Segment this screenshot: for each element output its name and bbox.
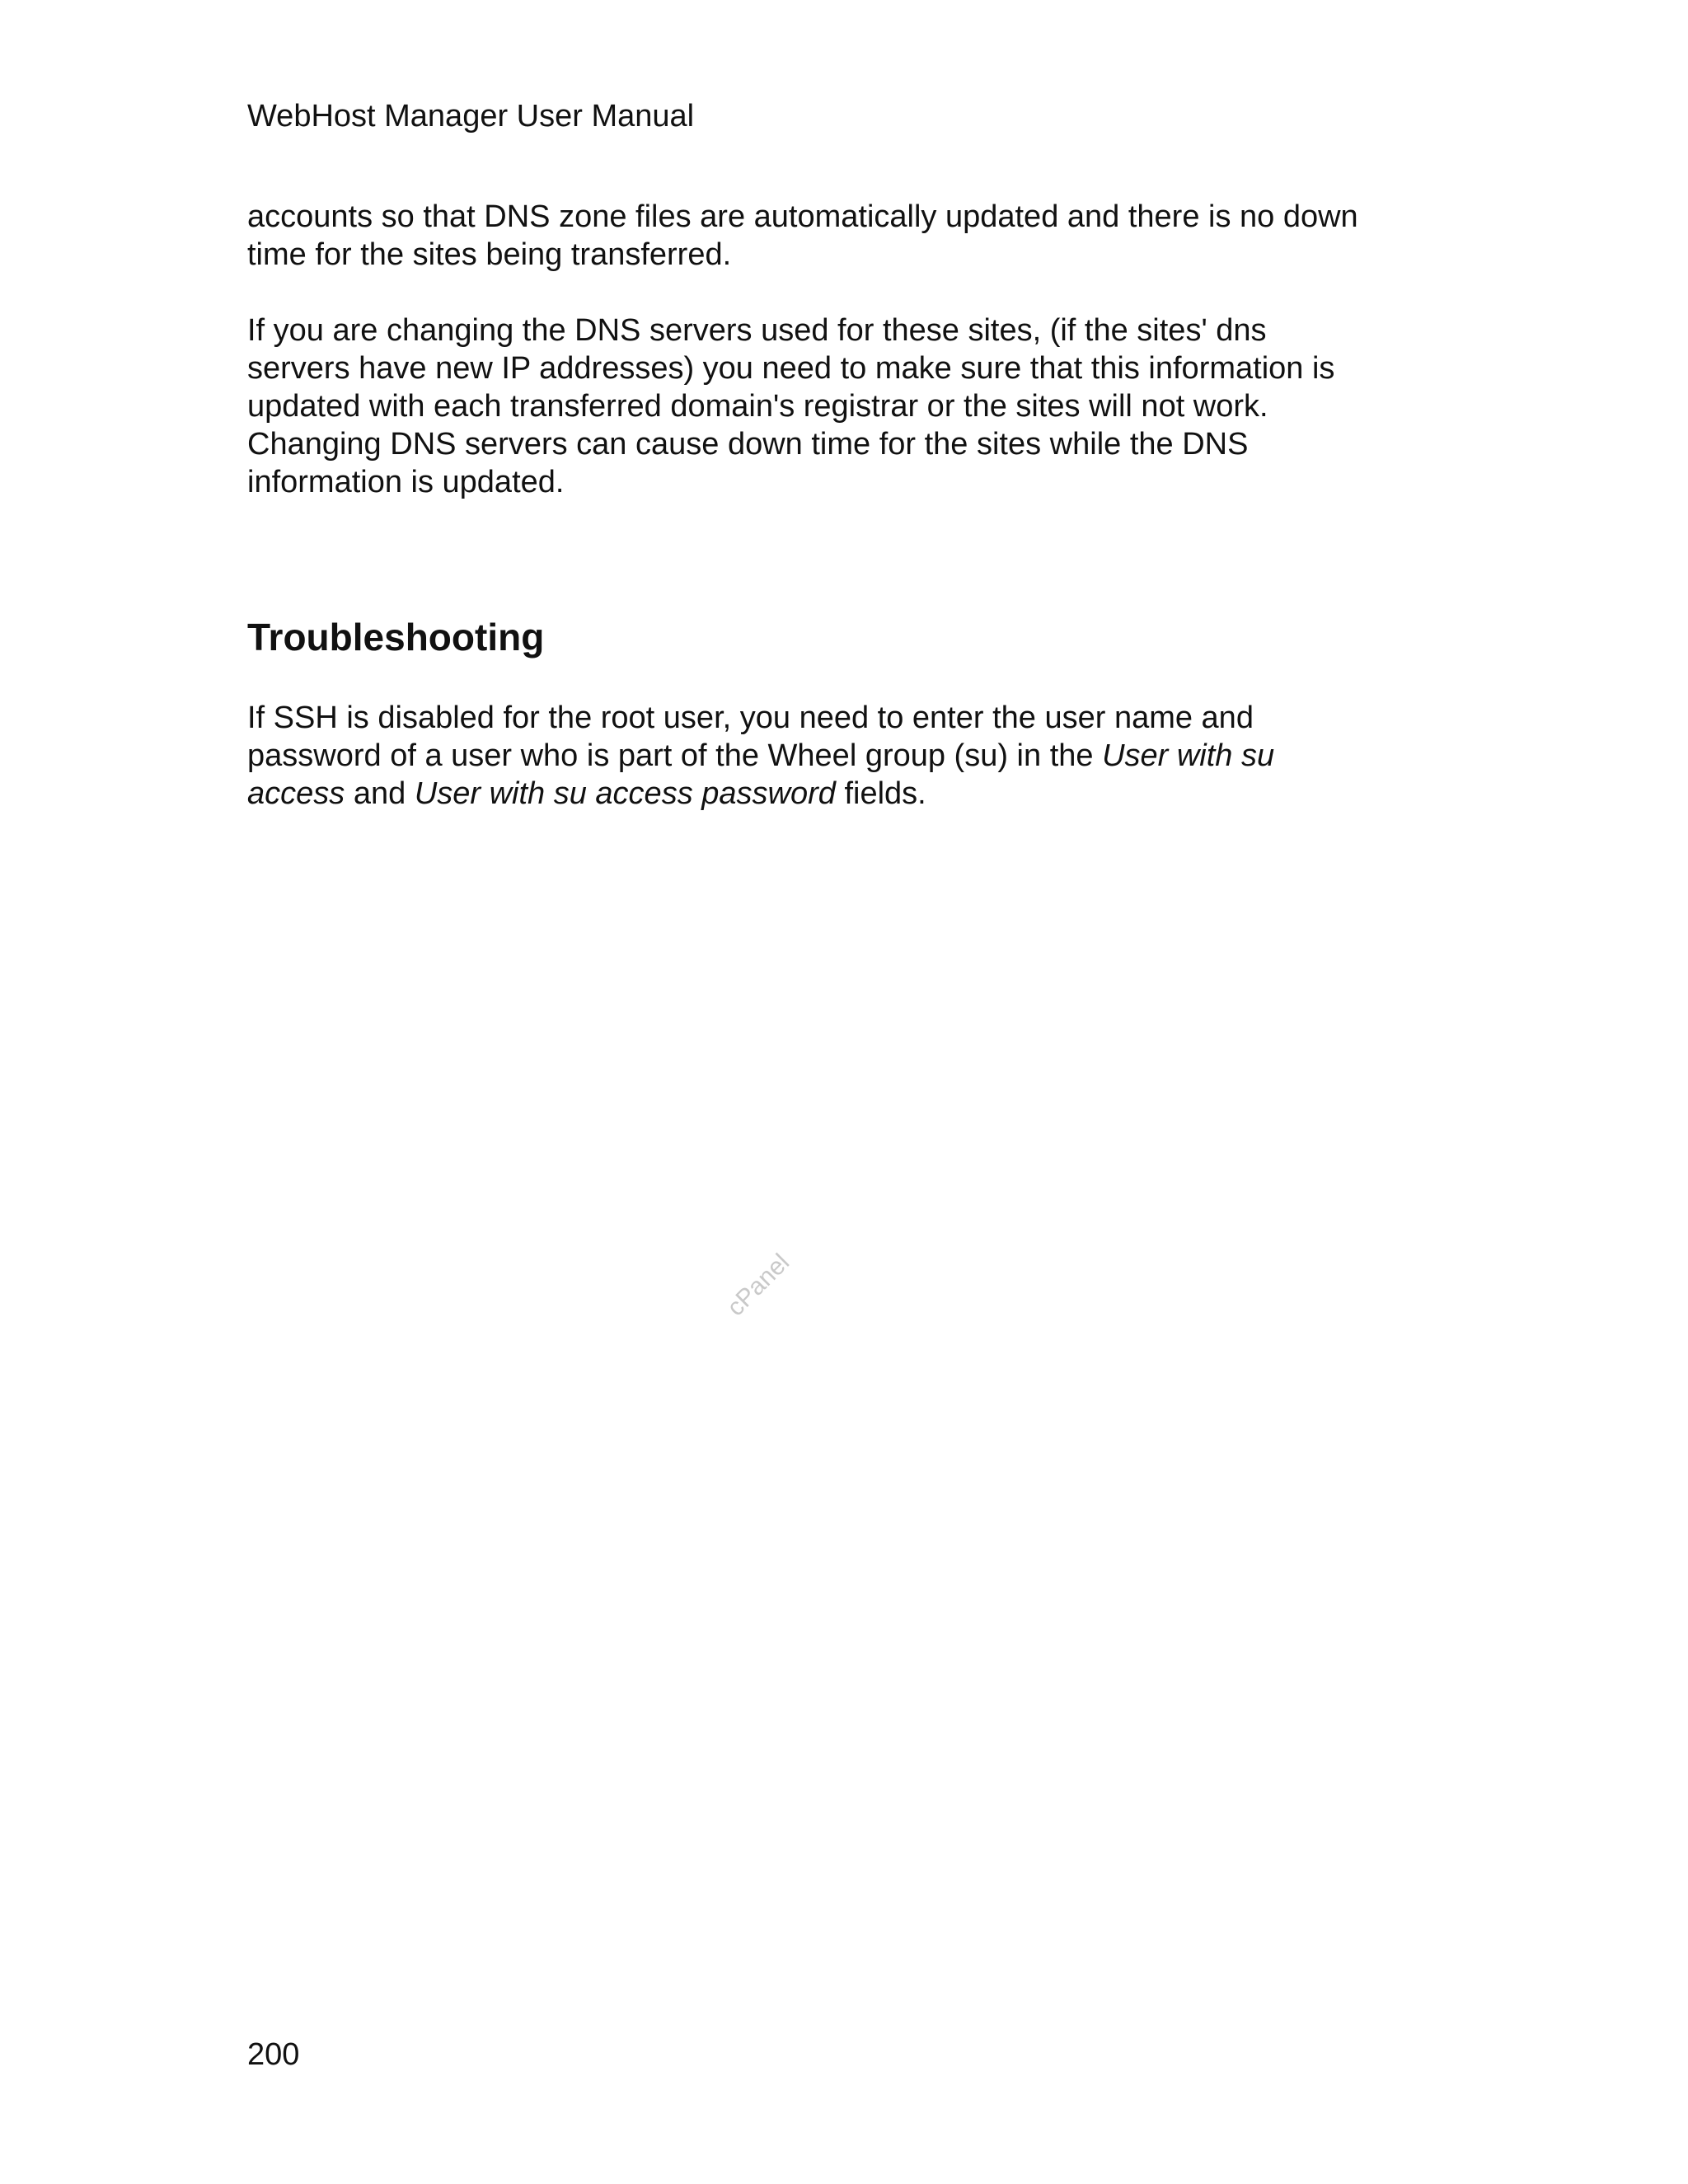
paragraph-changing-dns-servers <box>247 312 1500 501</box>
field-name-user-with-su: User with su <box>1102 738 1275 773</box>
line-text: fields. <box>835 776 926 811</box>
field-name-access: access <box>247 776 345 811</box>
paragraph-dns-zone-update <box>247 198 1500 274</box>
page-number: 200 <box>247 2037 300 2072</box>
paragraph-line <box>247 775 1500 813</box>
paragraph-line: information is updated. <box>247 465 565 499</box>
line-text: and <box>345 776 415 811</box>
paragraph-line: If you are changing the DNS servers used for these sites, (if the sites' dns <box>247 313 1267 348</box>
paragraph-line: Changing DNS servers can cause down time for the sites while the DNS <box>247 427 1249 462</box>
section-heading-troubleshooting: Troubleshooting <box>247 616 545 658</box>
cpanel-watermark: cPanel <box>722 1249 795 1322</box>
paragraph-troubleshooting-ssh <box>247 699 1500 813</box>
paragraph-line: updated with each transferred domain's registrar or the sites will not work. <box>247 389 1268 424</box>
paragraph-line: time for the sites being transferred. <box>247 237 732 272</box>
paragraph-line: accounts so that DNS zone files are automatically updated and there is no down <box>247 199 1358 234</box>
paragraph-line <box>247 737 1500 775</box>
paragraph-line: servers have new IP addresses) you need to make sure that this information is <box>247 351 1335 386</box>
field-name-su-access-password: User with su access password <box>414 776 836 811</box>
line-text: password of a user who is part of the Wheel group (su) in the <box>247 738 1103 773</box>
running-header: WebHost Manager User Manual <box>247 99 695 134</box>
paragraph-line: If SSH is disabled for the root user, you need to enter the user name and <box>247 701 1254 735</box>
